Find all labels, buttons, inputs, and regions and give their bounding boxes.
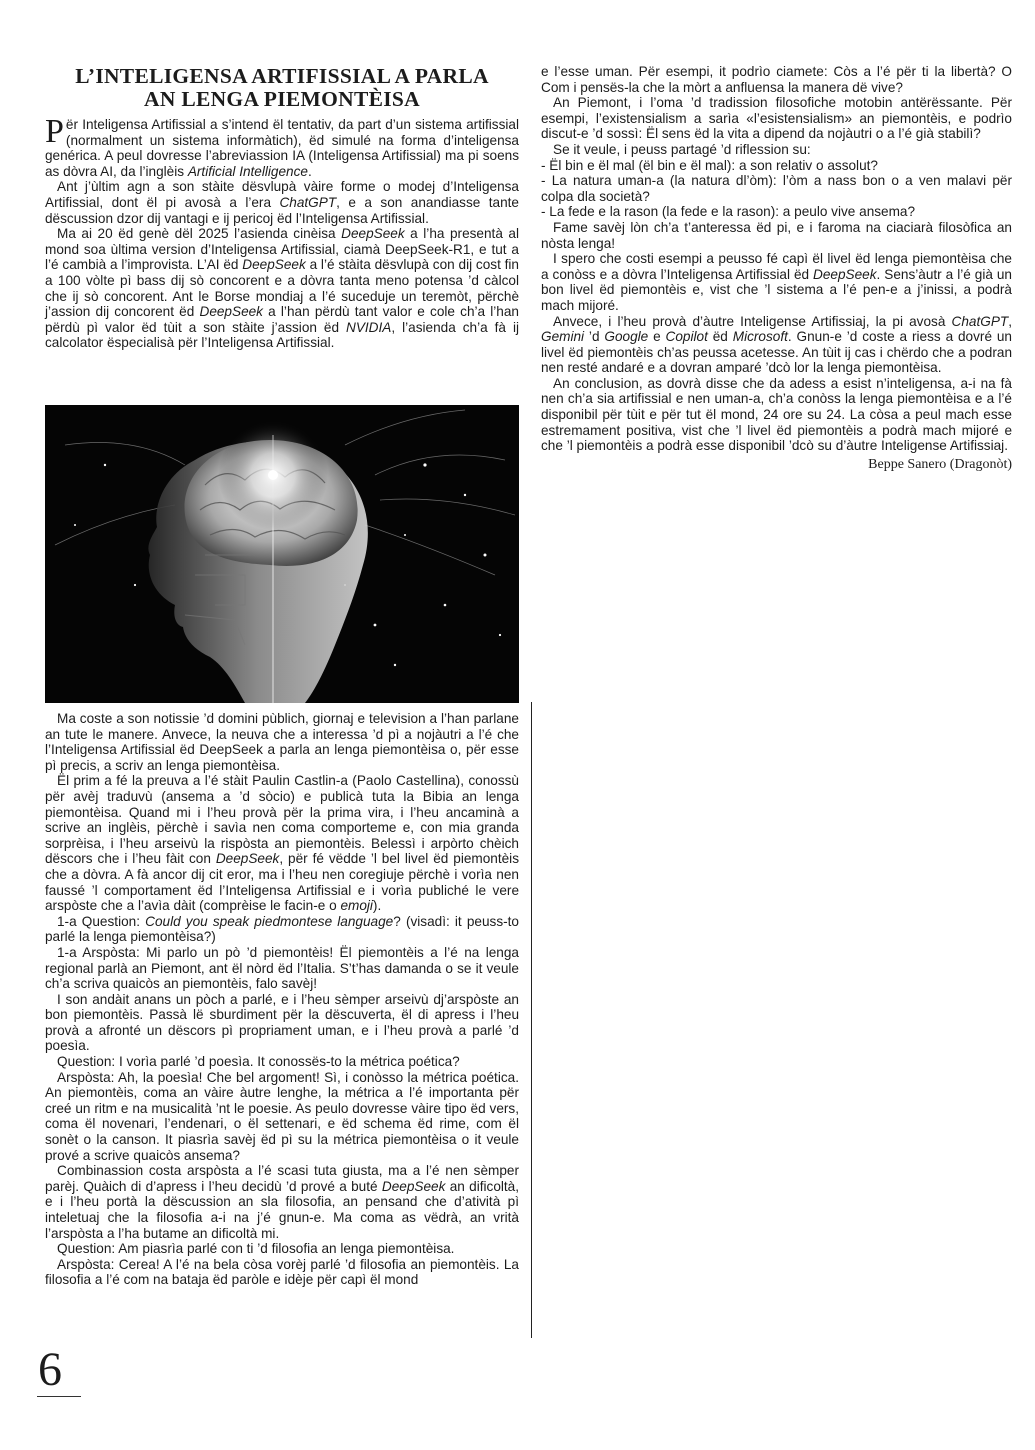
text: ëd: [707, 329, 733, 345]
text: a l’é stàita dësvlupà con dij cost fin a 100 vòlte pì bass dij sò concorent e a dòvra tanta meno potensa ’d càlcol che ij sò concorent. Ant le Borse mondiaj a l’é suceduje un teremòt, përchè j’assion dij concorent ëd: [45, 257, 519, 320]
text-italic: emoji: [340, 898, 373, 914]
text: a l’ha presentà al mond soa ùltima version d’Inteligensa Artifissial, ciamà DeepSeek-R1, e tut a l’é cambià a l’improvista. L’AI ëd: [45, 226, 519, 273]
text-italic: Google: [604, 329, 649, 345]
text: , për fé vëdde ’l bel livel ëd piemontèis che a dòvra. A fà ancor dij cit eror, ma i l’heu nen coregiuje përchè i vorìa nen faussé ’l comportament ëd l’Inteligensa Artifissial e i vorìa publiché le vere arspòste che a l’avìa dàit (comprèise le facin-e o: [45, 851, 519, 914]
text-italic: DeepSeek: [341, 226, 405, 242]
text-italic: Copilot: [665, 329, 708, 345]
text-italic: ChatGPT: [951, 313, 1009, 329]
paragraph: Fame savèj lòn ch’a t’anteressa ëd pi, e i faroma na ciaciarà filosòfica an nòsta lenga!: [541, 219, 1012, 251]
article-title: [45, 65, 519, 111]
text: , e a son anandiasse tante dëscussion dzor dij vantagi e ij pericoj ëd l’Inteligensa Artifissial.: [45, 194, 519, 226]
text-italic: Could you speak piedmontese language: [145, 913, 394, 929]
drop-cap: P: [45, 113, 64, 150]
left-column-top: [45, 113, 519, 351]
text: Ant j’ùltim agn a son stàite dësvlupà vàire forme o modej d’Inteligensa Artifissial, dont ël pi avosà a l’era: [45, 179, 519, 210]
paragraph: [541, 314, 1012, 376]
text: ,: [1008, 313, 1012, 329]
paragraph: [45, 914, 519, 945]
text: a l’han përdù tant valor e cole ch’a l’han përdù pì valor ëd tùit a son stàite j’assion ëd: [45, 304, 519, 335]
paragraph: Ma coste a son notissie ’d domini pùblich, giornaj e television a l’han parlane an tute le manere. Anvece, la neuva che a interessa ’d pì a nojàutri a l’é che l’Inteligensa Artifissial ëd DeepSeek a parla an lenga piemontèisa o, për esse pì precis, a scriv an lenga piemontèisa.: [45, 711, 519, 773]
text: . Gnun-e ’d coste a riess a dovré un livel ëd piemontèis ch’as peussa acetesse. An tùit ij cas i chërdo che a podran nen resté andaré e a dovran amparé ’dcò lor la lenga piemontèisa.: [541, 329, 1012, 376]
text-italic: DeepSeek: [813, 266, 877, 282]
paragraph: Arspòsta: Cerea! A l’é na bela còsa vorèj parlé ’d filosofia an piemontèis. La filosofia a l’é com na bataja ëd paròle e idèje për capì ël mond: [45, 1256, 519, 1288]
paragraph: Arspòsta: Ah, la poesìa! Che bel argoment! Sì, i conòsso la métrica poética. An piemontèis, coma an vàire àutre lenghe, la métrica a l’é importanta për creé un ritm e na musicalità ’nt le poesie. As peulo dovresse vàire tipo ëd vers, coma ël novenari, l’endenari, o ël settenari, e ëd schema ëd rime, com ël sonèt o la canson. It piasrìa savèj ëd pì su la métrica piemontèisa o it veule prové a scrive quaicòs ansema?: [45, 1069, 519, 1163]
text: . Sens’àutr a l’é già un bon livel ëd piemontèis e, vist che ’l sistema a l’é pen-e a j’inissi, a podrà mach mijoré.: [541, 266, 1012, 313]
text: .: [307, 163, 312, 179]
text: an dificoltà, e i l’heu portà la dëscussion an sla filosofia, an pensand che d’atività pì inteletuaj che la filosofia a-i na j’é gnun-e. Ma coma as vëdrà, an vrità l’arspòsta a l’ha butame an dificoltà mi.: [45, 1178, 520, 1241]
text-italic: Artificial Intelligence: [187, 163, 308, 179]
paragraph: An conclusion, as dovrà disse che da adess a esist n’inteligensa, a-i na fà nen ch’a sia artifissial e nen uman-a, ch’a conòss la lenga piemontèisa e a l’é disponibil për tùit e për tut ël mond, 24 ore su 24. La còsa a peul mach esse estremament positiva, vist che ’l livel ëd piemontèis a podrà mach mijoré e che ’l piemontèis a podrà esse disponibil ’dcò su d’àutre Inteligense Artifissiaj.: [541, 375, 1012, 454]
text: e: [648, 329, 666, 345]
page-number-rule: [37, 1396, 81, 1397]
paragraph: [45, 113, 519, 179]
title-line-1: L’INTELIGENSA ARTIFISSIAL A PARLA: [75, 64, 489, 88]
text-italic: DeepSeek: [242, 257, 306, 273]
text-italic: DeepSeek: [199, 304, 263, 320]
list-item: - Ël bin e ël mal (ël bin e ël mal): a son relativ o assolut?: [541, 157, 878, 173]
text-italic: ChatGPT: [279, 194, 337, 210]
text: Combinassion costa arspòsta a l’é scasi tuta giusta, ma a l’é nen sèmper parèj. Quàich di d’apress i l’heu decidù ’d prové a buté: [45, 1163, 519, 1194]
right-column: [541, 64, 1012, 472]
text: Ël prim a fé la preuva a l’é stàit Paulin Castlin-a (Paolo Castellina), conossù për avèj traduvù (ansema a ’d sòcio) e publicà tuta la Bibia an lenga piemontèisa. Quand mi i l’heu provà për la prima vira, i l’heu ancaminà a scrive an inglèis, përchè i savìa nen coma comporteme e, con mia granda sorprèisa, i l’heu arseivù la rispòsta an piemontèis. Belessì i arpòrto chèich dëscors che i l’heu fàit con: [45, 773, 519, 867]
text: ? (visadì: it peuss-to parlé la lenga piemontèisa?): [45, 913, 519, 945]
paragraph: e l’esse uman. Për esempi, it podrìo ciamete: Còs a l’é për ti la libertà? O Com i pensës-la che la mòrt a anfluensa la manera dë vive?: [541, 64, 1012, 95]
paragraph: Se it veule, i peuss partagé ’d riflession su:: [553, 141, 811, 157]
text: I spero che costi esempi a peusso fé capì ël livel ëd lenga piemontèisa che a conòss e a dòvra l’Inteligensa Artifissial ëd: [541, 251, 1012, 282]
text: Ma ai 20 ëd genè dël 2025 l’asienda cinèisa: [57, 226, 342, 242]
title-line-2: AN LENGA PIEMONTÈISA: [144, 87, 420, 111]
text: Anvece, i l’heu provà d’àutre Inteligense Artifissiaj, la pi avosà: [553, 313, 952, 329]
author-signature: Beppe Sanero (Dragonòt): [868, 456, 1012, 472]
brain-profile-illustration: [45, 405, 519, 703]
text: ’d: [584, 329, 605, 345]
paragraph: [45, 226, 519, 351]
list-item: - La natura uman-a (la natura dl’òm): l’òm a nass bon o a ven malavi për colpa dla società?: [541, 173, 1012, 204]
paragraph: Question: Am piasrìa parlé con ti ’d filosofia an lenga piemontèisa.: [57, 1241, 455, 1257]
article-image: [45, 405, 519, 703]
text-italic: DeepSeek: [381, 1178, 446, 1194]
text-italic: Microsoft: [732, 329, 788, 345]
paragraph: An Piemont, i l’oma ’d tradission filosofiche motobin antërëssante. Për esempi, l’existensialism a sarìa «l’esistensialism» an piemontèis, e podrìo discut-e ’d sossì: Ël sens ëd la vita a dipend da nojàutri o a l’é già stabilì?: [541, 95, 1012, 142]
paragraph: [45, 773, 519, 913]
text-italic: Gemini: [541, 329, 585, 345]
paragraph: I son andàit anans un pòch a parlé, e i l’heu sèmper arseivù dj’arspòste an bon piemontèis. Passà lë sburdiment për la dëscuverta, ël di apress i l’heu provà a afronté un dëscors pì propriament uman, e i l’heu provà a parlé ’d poesìa.: [45, 991, 519, 1054]
text: , l’asienda ch’a fà ij calcolator ëspecialisà për l’Inteligensa Artifissial.: [45, 319, 519, 351]
text: 1-a Question:: [57, 913, 146, 929]
text: ër Inteligensa Artifissial a s’intend ël tentativ, da part d’un sistema artifissial (normalment un sistema informàtich), ëd simulé na forma d’inteligensa genérica. A peul dovresse l’abreviassion IA (Inteligensa Artifissial) ma pi soens as dòvra AI, da l’inglèis: [45, 117, 519, 179]
text-italic: NVIDIA: [346, 319, 392, 335]
column-divider: [531, 702, 532, 1338]
paragraph: 1-a Arspòsta: Mi parlo un pò ’d piemontèis! Ël piemontèis a l’é na lenga regional parlà an Piemont, ant ël nòrd ëd l’Italia. S’t’has damanda o se it veule ch’a scriva quaicòs an piemontèis, falo savèj!: [45, 944, 519, 992]
left-column-bottom: [45, 711, 519, 1288]
text: ).: [372, 898, 382, 914]
paragraph: [45, 179, 519, 226]
list-item: - La fede e la rason (la fede e la rason): a peulo vive ansema?: [541, 204, 916, 220]
paragraph: [541, 251, 1012, 313]
page-number: 6: [38, 1343, 62, 1396]
paragraph: Question: I vorìa parlé ’d poesìa. It conossës-to la métrica poética?: [57, 1054, 460, 1070]
paragraph: [45, 1163, 519, 1241]
text-italic: DeepSeek: [215, 851, 280, 867]
